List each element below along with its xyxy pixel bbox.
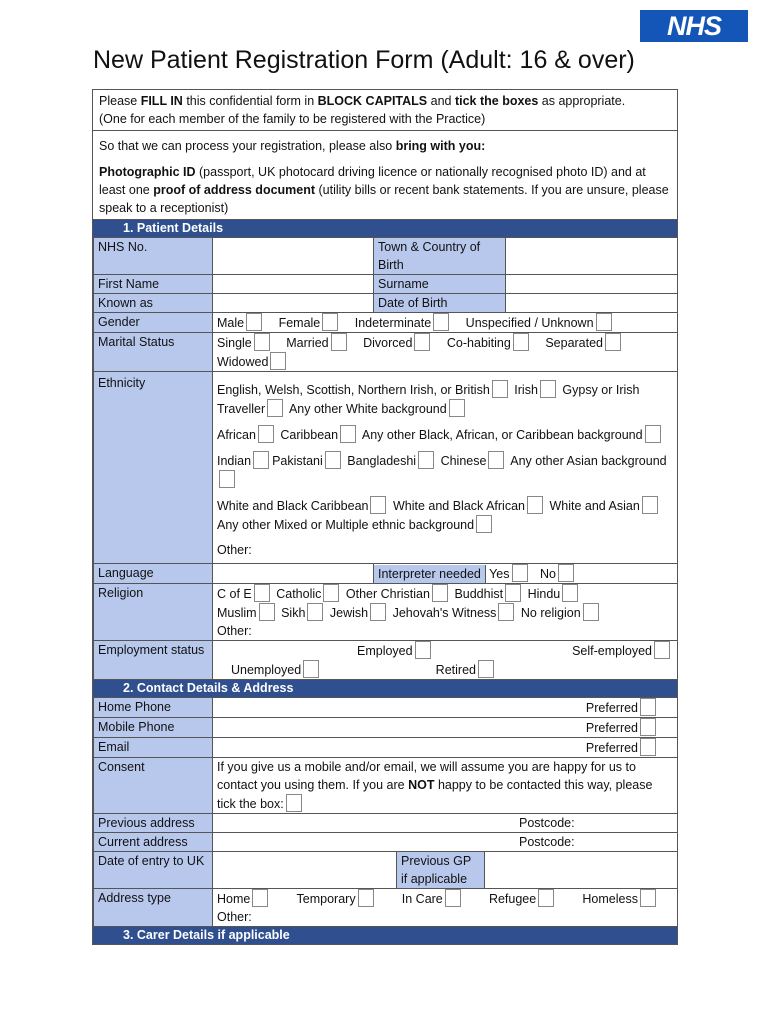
first-name-label: First Name: [94, 275, 213, 294]
eth-bangladeshi-checkbox[interactable]: [418, 451, 434, 469]
religion-jewish-checkbox[interactable]: [370, 603, 386, 621]
marital-single-checkbox[interactable]: [254, 333, 270, 351]
curr-address-label: Current address: [94, 833, 213, 852]
religion-other-label: Other:: [217, 624, 252, 638]
gender-unspecified-checkbox[interactable]: [596, 313, 612, 331]
address-other-label: Other:: [217, 910, 252, 924]
entry-uk-label: Date of entry to UK: [94, 852, 213, 889]
employment-options: Employed Self-employed Unemployed Retired: [213, 641, 678, 680]
eth-irish-checkbox[interactable]: [540, 380, 556, 398]
eth-white-asian-checkbox[interactable]: [642, 496, 658, 514]
eth-caribbean-checkbox[interactable]: [340, 425, 356, 443]
home-phone-preferred-checkbox[interactable]: [640, 698, 656, 716]
employment-label: Employment status: [94, 641, 213, 680]
language-field[interactable]: [213, 564, 374, 584]
dob-label: Date of Birth: [374, 294, 506, 313]
self-employed-checkbox[interactable]: [654, 641, 670, 659]
religion-buddhist-checkbox[interactable]: [505, 584, 521, 602]
marital-label: Marital Status: [94, 333, 213, 372]
eth-other-label: Other:: [217, 543, 252, 557]
intro-bring-documents: So that we can process your registration, please also bring with you: Photographic ID (passport, UK photocard driving licence or nationally recognised photo ID) and at least one proof of address document (utility bills or recent bank statements. If you are unsure, please speak to a receptionist): [93, 131, 677, 220]
eth-white-black-caribbean-checkbox[interactable]: [370, 496, 386, 514]
known-as-field[interactable]: [213, 294, 374, 313]
consent-opt-out-checkbox[interactable]: [286, 794, 302, 812]
marital-widowed-checkbox[interactable]: [270, 352, 286, 370]
religion-label: Religion: [94, 584, 213, 641]
ethnicity-label: Ethnicity: [94, 372, 213, 564]
intro-instructions: Please FILL IN this confidential form in BLOCK CAPITALS and tick the boxes as appropriate. (One for each member of the family to be registered with the Practice): [93, 90, 677, 131]
ethnicity-options: English, Welsh, Scottish, Northern Irish, or British Irish Gypsy or Irish Traveller Any other White background African Caribbean Any other Black, African, or Caribbean background Indian Pakistani Bangladeshi Chinese Any other Asian background White and Black Caribbean White and Black African White and Asian Any other Mixed or Multiple ethnic background Other:: [213, 372, 678, 564]
nhs-no-label: NHS No.: [94, 238, 213, 275]
first-name-field[interactable]: [213, 275, 374, 294]
section-carer-details: 3. Carer Details if applicable: [93, 927, 677, 944]
consent-label: Consent: [94, 758, 213, 814]
marital-divorced-checkbox[interactable]: [414, 333, 430, 351]
religion-options: C of E Catholic Other Christian Buddhist Hindu Muslim Sikh Jewish Jehovah's Witness No religion Other:: [213, 584, 678, 641]
marital-options: Single Married Divorced Co-habiting Separated Widowed: [213, 333, 678, 372]
eth-white-black-african-checkbox[interactable]: [527, 496, 543, 514]
gender-female-checkbox[interactable]: [322, 313, 338, 331]
retired-checkbox[interactable]: [478, 660, 494, 678]
section-patient-details: 1. Patient Details: [93, 220, 677, 237]
eth-indian-checkbox[interactable]: [253, 451, 269, 469]
known-as-label: Known as: [94, 294, 213, 313]
home-phone-label: Home Phone: [94, 698, 213, 718]
address-homeless-checkbox[interactable]: [640, 889, 656, 907]
eth-gypsy-checkbox[interactable]: [267, 399, 283, 417]
gender-indeterminate-checkbox[interactable]: [433, 313, 449, 331]
eth-other-mixed-checkbox[interactable]: [476, 515, 492, 533]
eth-british-checkbox[interactable]: [492, 380, 508, 398]
marital-separated-checkbox[interactable]: [605, 333, 621, 351]
curr-address-field[interactable]: Postcode:: [213, 833, 678, 852]
nhs-logo: [640, 10, 748, 42]
prev-gp-field[interactable]: [485, 852, 678, 889]
entry-uk-field[interactable]: [213, 852, 397, 889]
religion-other-christian-checkbox[interactable]: [432, 584, 448, 602]
language-label: Language: [94, 564, 213, 584]
address-in-care-checkbox[interactable]: [445, 889, 461, 907]
address-refugee-checkbox[interactable]: [538, 889, 554, 907]
marital-cohabiting-checkbox[interactable]: [513, 333, 529, 351]
religion-cofe-checkbox[interactable]: [254, 584, 270, 602]
registration-form: [92, 89, 678, 945]
mobile-phone-preferred-checkbox[interactable]: [640, 718, 656, 736]
section-contact-details: 2. Contact Details & Address: [93, 680, 677, 697]
dob-field[interactable]: [506, 294, 678, 313]
prev-address-field[interactable]: Postcode:: [213, 814, 678, 833]
religion-hindu-checkbox[interactable]: [562, 584, 578, 602]
town-country-label: Town & Country of Birth: [374, 238, 506, 275]
home-phone-field[interactable]: Preferred: [213, 698, 678, 718]
eth-other-white-checkbox[interactable]: [449, 399, 465, 417]
eth-chinese-checkbox[interactable]: [488, 451, 504, 469]
gender-options: Male Female Indeterminate Unspecified / Unknown: [213, 313, 678, 333]
interpreter-row: Interpreter needed Yes No: [374, 564, 678, 584]
eth-african-checkbox[interactable]: [258, 425, 274, 443]
religion-catholic-checkbox[interactable]: [323, 584, 339, 602]
address-type-label: Address type: [94, 889, 213, 927]
contact-details-table: [93, 697, 678, 927]
consent-text: If you give us a mobile and/or email, we will assume you are happy for us to contact you using them. If you are NOT happy to be contacted this way, please tick the box:: [213, 758, 678, 814]
religion-muslim-checkbox[interactable]: [259, 603, 275, 621]
address-type-options: Home Temporary In Care Refugee Homeless Other:: [213, 889, 678, 927]
religion-jehovah-checkbox[interactable]: [498, 603, 514, 621]
surname-label: Surname: [374, 275, 506, 294]
gender-male-checkbox[interactable]: [246, 313, 262, 331]
page-title: New Patient Registration Form (Adult: 16 & over): [93, 46, 635, 74]
nhs-logo-text: NHS: [666, 10, 721, 41]
mobile-phone-label: Mobile Phone: [94, 718, 213, 738]
email-preferred-checkbox[interactable]: [640, 738, 656, 756]
interpreter-yes-checkbox[interactable]: [512, 564, 528, 582]
eth-other-asian-checkbox[interactable]: [219, 470, 235, 488]
interpreter-label: Interpreter needed: [374, 565, 486, 583]
address-temporary-checkbox[interactable]: [358, 889, 374, 907]
prev-address-label: Previous address: [94, 814, 213, 833]
nhs-no-field[interactable]: [213, 238, 374, 275]
patient-details-table: [93, 237, 678, 680]
eth-other-black-checkbox[interactable]: [645, 425, 661, 443]
employed-checkbox[interactable]: [415, 641, 431, 659]
marital-married-checkbox[interactable]: [331, 333, 347, 351]
prev-gp-label: Previous GP if applicable: [397, 852, 485, 889]
religion-none-checkbox[interactable]: [583, 603, 599, 621]
email-label: Email: [94, 738, 213, 758]
unemployed-checkbox[interactable]: [303, 660, 319, 678]
mobile-phone-field[interactable]: Preferred: [213, 718, 678, 738]
gender-label: Gender: [94, 313, 213, 333]
eth-pakistani-checkbox[interactable]: [325, 451, 341, 469]
email-field[interactable]: Preferred: [213, 738, 678, 758]
interpreter-no-checkbox[interactable]: [558, 564, 574, 582]
address-home-checkbox[interactable]: [252, 889, 268, 907]
surname-field[interactable]: [506, 275, 678, 294]
religion-sikh-checkbox[interactable]: [307, 603, 323, 621]
town-country-field[interactable]: [506, 238, 678, 275]
